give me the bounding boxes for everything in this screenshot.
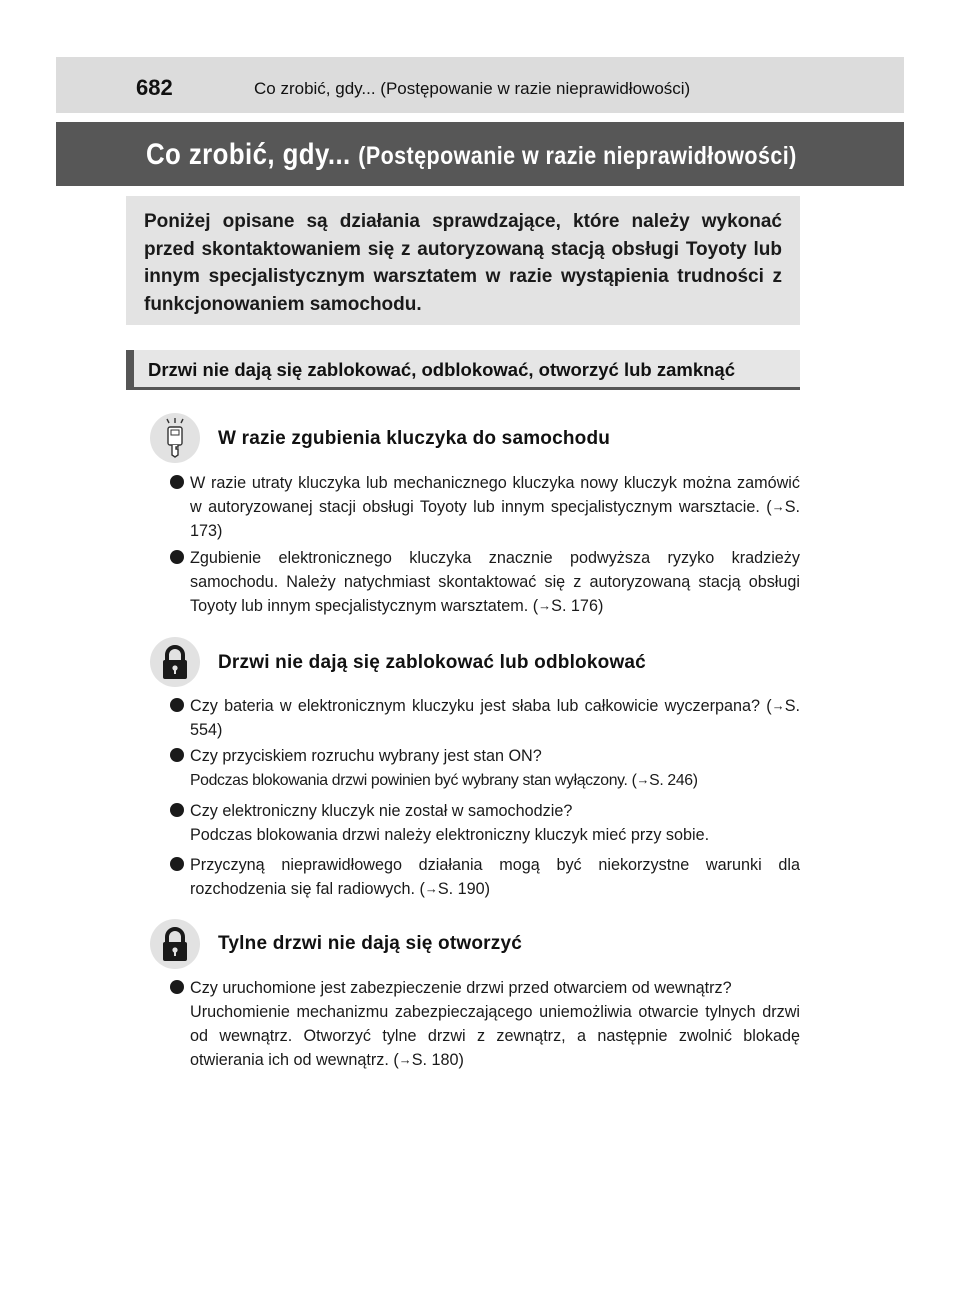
section-heading: Drzwi nie dają się zablokować, odblokować, otworzyć lub zamknąć [148,359,736,380]
arrow-icon: → [424,881,438,896]
list-item: W razie utraty kluczyka lub mechanicznego kluczyka nowy kluczyk można zamówić w autoryzowanej stacji obsługi Toyoty lub innym specjalistycznym warsztacie. (→S. 173) [170,471,800,543]
bullet-dot [170,803,184,817]
chapter-title-main: Co zrobić, gdy... [146,138,351,171]
page-number: 682 [136,75,173,100]
list-item: Przyczyną nieprawidłowego działania mogą być niekorzystne warunki dla rozchodzenia się fal radiowych. (→S. 190) [170,853,800,901]
page-reference[interactable]: S. 173) [190,498,800,540]
key-icon [150,413,200,463]
subsection-heading-lock-unlock: Drzwi nie dają się zablokować lub odblokować [218,652,646,673]
bullet-dot [170,550,184,564]
padlock-icon [150,637,200,687]
arrow-icon: → [771,698,785,713]
page-reference[interactable]: S. 554) [190,697,800,739]
list-item: Czy elektroniczny kluczyk nie został w samochodzie? Podczas blokowania drzwi należy elektroniczny kluczyk mieć przy sobie. [170,799,800,847]
running-title: Co zrobić, gdy... (Postępowanie w razie nieprawidłowości) [254,79,691,98]
subsection-heading-rear-door: Tylne drzwi nie dają się otworzyć [218,933,522,954]
intro-box [126,196,800,325]
bullet-dot [170,980,184,994]
arrow-icon: → [538,598,552,613]
list-item: Czy przyciskiem rozruchu wybrany jest stan ON? Podczas blokowania drzwi powinien być wybrany stan wyłączony. (→S. 246) [170,744,800,793]
chapter-title [146,122,797,189]
page-reference[interactable]: S. 246) [649,772,698,789]
subsection-heading-lost-key: W razie zgubienia kluczyka do samochodu [218,428,611,449]
chapter-title-sub: (Postępowanie w razie nieprawidłowości) [358,142,797,170]
arrow-icon: → [771,499,785,514]
page-header [56,57,904,113]
bullet-dot [170,698,184,712]
page-reference[interactable]: S. 176) [551,597,604,615]
list-item: Czy bateria w elektronicznym kluczyku jest słaba lub całkowicie wyczerpana? (→S. 554) [170,694,800,742]
section-heading-bar [126,350,800,390]
arrow-icon: → [636,772,650,787]
padlock-icon [150,919,200,969]
page-reference[interactable]: S. 180) [411,1051,464,1069]
bullet-dot [170,748,184,762]
chapter-title-bar [56,122,904,186]
bullet-dot [170,475,184,489]
arrow-icon: → [398,1052,412,1067]
bullet-dot [170,857,184,871]
page-reference[interactable]: S. 190) [437,880,491,898]
list-item: Czy uruchomione jest zabezpieczenie drzwi przed otwarciem od wewnątrz? Uruchomienie mechanizmu zabezpieczającego uniemożliwia otwarcie tylnych drzwi od wewnątrz. Otworzyć tylne drzwi z zewnątrz, a następnie zwolnić blokadę otwierania ich od wewnątrz. (→S. 180) [170,976,800,1072]
intro-text: Poniżej opisane są działania sprawdzające, które należy wykonać przed skontaktowaniem się z autoryzowaną stacją obsługi Toyoty lub innym specjalistycznym warsztatem w razie wystąpienia trudności z funkcjonowaniem samochodu. [144,211,782,315]
list-item: Zgubienie elektronicznego kluczyka znacznie podwyższa ryzyko kradzieży samochodu. Należy natychmiast skontaktować się z autoryzowaną stacją obsługi Toyoty lub innym specjalistycznym warsztatem. (→S. 176) [170,546,800,618]
